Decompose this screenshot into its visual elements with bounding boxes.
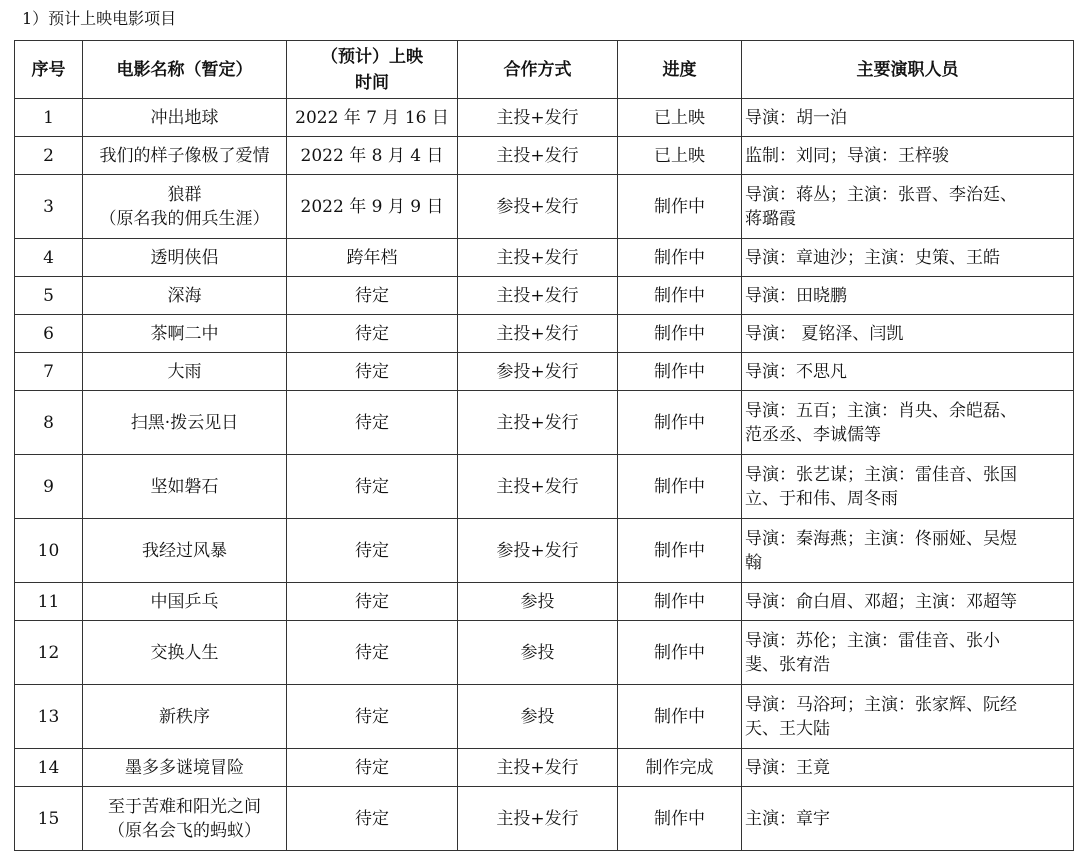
cell-mode: 主投+发行	[458, 315, 618, 353]
cell-cast-line: 导演：王竟	[745, 757, 830, 778]
cell-title	[83, 137, 287, 175]
header-progress: 进度	[618, 41, 742, 99]
cell-progress: 制作中	[618, 277, 742, 315]
header-release	[287, 41, 458, 99]
cell-no: 2	[15, 137, 83, 175]
cell-progress: 制作中	[618, 583, 742, 621]
cell-cast-line: 监制：刘同；导演：王梓骏	[745, 145, 949, 166]
cell-title-line: 透明侠侣	[150, 247, 219, 268]
cell-cast-line: 天、王大陆	[745, 718, 830, 739]
table-row	[15, 391, 1074, 455]
cell-progress: 制作中	[618, 315, 742, 353]
cell-title	[83, 99, 287, 137]
table-row	[15, 455, 1074, 519]
cell-progress: 制作中	[618, 239, 742, 277]
cell-no: 8	[15, 391, 83, 455]
table-row	[15, 583, 1074, 621]
cell-release: 待定	[287, 277, 458, 315]
cell-release: 待定	[287, 583, 458, 621]
film-table	[14, 40, 1074, 851]
cell-no: 9	[15, 455, 83, 519]
cell-title-line: 中国乒乓	[150, 591, 219, 612]
cell-cast-line: 导演：蒋丛；主演：张晋、李治廷、	[745, 184, 1017, 205]
cell-title-line: 坚如磐石	[150, 476, 219, 497]
cell-release: 2022 年 7 月 16 日	[287, 99, 458, 137]
header-cast: 主要演职人员	[742, 41, 1074, 99]
header-mode: 合作方式	[458, 41, 618, 99]
cell-mode: 主投+发行	[458, 99, 618, 137]
cell-title-line: 大雨	[167, 361, 202, 382]
header-release-line2: 时间	[355, 72, 389, 93]
table-row	[15, 353, 1074, 391]
cell-progress: 制作完成	[618, 749, 742, 787]
cell-mode: 主投+发行	[458, 137, 618, 175]
cell-mode: 参投+发行	[458, 519, 618, 583]
cell-cast	[742, 99, 1074, 137]
cell-mode: 主投+发行	[458, 391, 618, 455]
cell-mode: 参投	[458, 583, 618, 621]
cell-mode: 主投+发行	[458, 787, 618, 851]
cell-title-line: 扫黑·拨云见日	[130, 412, 239, 433]
cell-progress: 已上映	[618, 137, 742, 175]
cell-progress: 制作中	[618, 391, 742, 455]
cell-title	[83, 519, 287, 583]
cell-no: 15	[15, 787, 83, 851]
cell-release: 2022 年 8 月 4 日	[287, 137, 458, 175]
cell-title	[83, 749, 287, 787]
cell-title-line: （原名我的佣兵生涯）	[99, 208, 270, 229]
cell-title	[83, 239, 287, 277]
table-row	[15, 685, 1074, 749]
cell-no: 1	[15, 99, 83, 137]
cell-title	[83, 175, 287, 239]
cell-title	[83, 353, 287, 391]
cell-cast-line: 导演： 夏铭泽、闫凯	[745, 323, 904, 344]
cell-no: 4	[15, 239, 83, 277]
cell-cast-line: 导演：马浴珂；主演：张家辉、阮经	[745, 694, 1017, 715]
cell-release: 待定	[287, 353, 458, 391]
cell-cast-line: 范丞丞、李诚儒等	[745, 424, 881, 445]
cell-cast	[742, 685, 1074, 749]
cell-no: 7	[15, 353, 83, 391]
header-release-line1: （预计）上映	[321, 46, 423, 67]
cell-progress: 制作中	[618, 685, 742, 749]
cell-cast-line: 翰	[745, 552, 762, 573]
cell-cast	[742, 137, 1074, 175]
cell-cast	[742, 583, 1074, 621]
cell-cast	[742, 391, 1074, 455]
cell-mode: 参投+发行	[458, 353, 618, 391]
cell-title-line: 狼群	[167, 184, 202, 205]
cell-release: 跨年档	[287, 239, 458, 277]
cell-title-line: （原名会飞的蚂蚁）	[108, 820, 261, 841]
cell-title-line: 冲出地球	[150, 107, 219, 128]
cell-cast-line: 导演：不思凡	[745, 361, 847, 382]
cell-cast-line: 导演：张艺谋；主演：雷佳音、张国	[745, 464, 1017, 485]
table-row	[15, 137, 1074, 175]
cell-progress: 已上映	[618, 99, 742, 137]
cell-release: 2022 年 9 月 9 日	[287, 175, 458, 239]
cell-cast	[742, 621, 1074, 685]
cell-cast-line: 导演：五百；主演：肖央、余皑磊、	[745, 400, 1017, 421]
cell-no: 5	[15, 277, 83, 315]
cell-release: 待定	[287, 749, 458, 787]
cell-title-line: 墨多多谜境冒险	[125, 757, 244, 778]
cell-title-line: 我们的样子像极了爱情	[99, 145, 270, 166]
cell-release: 待定	[287, 787, 458, 851]
table-row	[15, 175, 1074, 239]
header-no: 序号	[15, 41, 83, 99]
cell-mode: 主投+发行	[458, 749, 618, 787]
cell-title	[83, 787, 287, 851]
cell-mode: 参投+发行	[458, 175, 618, 239]
table-row	[15, 239, 1074, 277]
cell-mode: 主投+发行	[458, 455, 618, 519]
cell-title	[83, 583, 287, 621]
cell-release: 待定	[287, 621, 458, 685]
cell-release: 待定	[287, 519, 458, 583]
cell-mode: 参投	[458, 685, 618, 749]
cell-release: 待定	[287, 685, 458, 749]
cell-no: 14	[15, 749, 83, 787]
cell-title	[83, 315, 287, 353]
cell-mode: 参投	[458, 621, 618, 685]
film-table-container	[14, 40, 1074, 851]
cell-title	[83, 685, 287, 749]
cell-title	[83, 277, 287, 315]
table-row	[15, 99, 1074, 137]
cell-cast-line: 导演：田晓鹏	[745, 285, 847, 306]
cell-mode: 主投+发行	[458, 277, 618, 315]
cell-release: 待定	[287, 455, 458, 519]
cell-title	[83, 621, 287, 685]
cell-title-line: 深海	[167, 285, 202, 306]
cell-title	[83, 391, 287, 455]
cell-mode: 主投+发行	[458, 239, 618, 277]
cell-progress: 制作中	[618, 455, 742, 519]
table-row	[15, 749, 1074, 787]
table-row	[15, 315, 1074, 353]
cell-cast-line: 导演：胡一泊	[745, 107, 847, 128]
cell-title	[83, 455, 287, 519]
cell-cast-line: 导演：秦海燕；主演：佟丽娅、吴煜	[745, 528, 1017, 549]
cell-cast	[742, 353, 1074, 391]
cell-no: 11	[15, 583, 83, 621]
table-row	[15, 621, 1074, 685]
cell-cast-line: 立、于和伟、周冬雨	[745, 488, 898, 509]
table-header-row	[15, 41, 1074, 99]
cell-no: 6	[15, 315, 83, 353]
table-row	[15, 277, 1074, 315]
cell-cast-line: 斐、张宥浩	[745, 654, 830, 675]
cell-no: 10	[15, 519, 83, 583]
table-row	[15, 519, 1074, 583]
cell-cast	[742, 455, 1074, 519]
cell-title-line: 新秩序	[159, 706, 210, 727]
cell-progress: 制作中	[618, 621, 742, 685]
cell-no: 12	[15, 621, 83, 685]
cell-title-line: 茶啊二中	[150, 323, 219, 344]
cell-cast	[742, 315, 1074, 353]
cell-cast-line: 蒋璐霞	[745, 208, 796, 229]
cell-cast-line: 主演：章宇	[745, 808, 830, 829]
cell-cast	[742, 239, 1074, 277]
section-heading: 1）预计上映电影项目	[22, 9, 177, 28]
cell-title-line: 至于苦难和阳光之间	[108, 796, 261, 817]
cell-progress: 制作中	[618, 353, 742, 391]
cell-progress: 制作中	[618, 787, 742, 851]
table-row	[15, 787, 1074, 851]
cell-progress: 制作中	[618, 175, 742, 239]
cell-progress: 制作中	[618, 519, 742, 583]
cell-cast	[742, 787, 1074, 851]
cell-cast-line: 导演：苏伦；主演：雷佳音、张小	[745, 630, 1000, 651]
cell-cast	[742, 277, 1074, 315]
cell-no: 13	[15, 685, 83, 749]
cell-release: 待定	[287, 315, 458, 353]
cell-release: 待定	[287, 391, 458, 455]
cell-cast	[742, 519, 1074, 583]
cell-title-line: 我经过风暴	[142, 540, 227, 561]
cell-no: 3	[15, 175, 83, 239]
cell-title-line: 交换人生	[150, 642, 219, 663]
header-title: 电影名称（暂定）	[83, 41, 287, 99]
cell-cast-line: 导演：俞白眉、邓超；主演：邓超等	[745, 591, 1017, 612]
cell-cast-line: 导演：章迪沙；主演：史策、王皓	[745, 247, 1000, 268]
cell-cast	[742, 175, 1074, 239]
cell-cast	[742, 749, 1074, 787]
table-body	[15, 99, 1074, 851]
